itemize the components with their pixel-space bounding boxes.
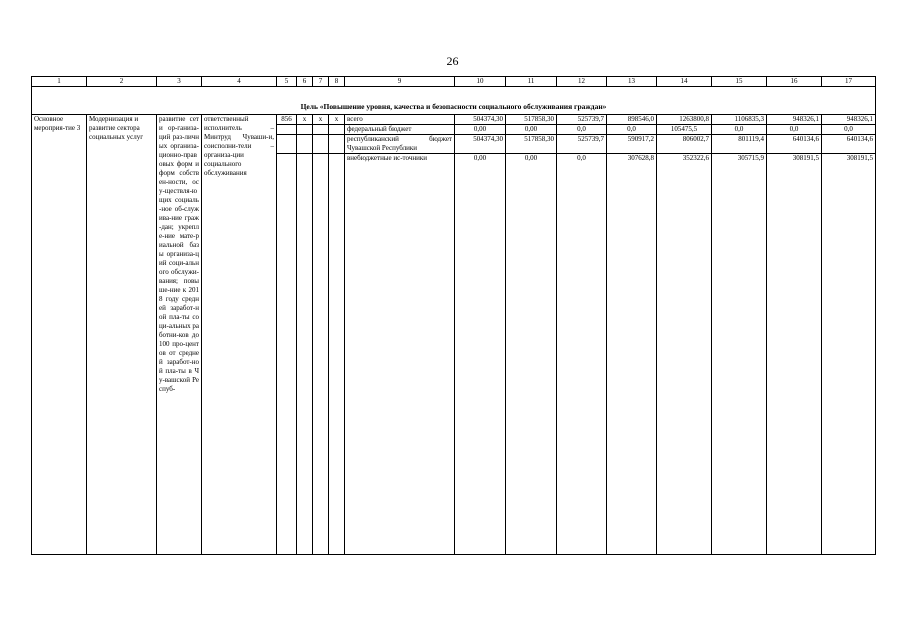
column-number: 11 (506, 77, 557, 87)
value-cell: 525739,7 (557, 115, 607, 125)
column-number: 2 (87, 77, 157, 87)
value-cell: 0,00 (506, 125, 557, 135)
event-type-cell: Основное мероприя-тие 3 (32, 115, 87, 555)
value-cell: 0,00 (455, 125, 506, 135)
value-cell: 0,0 (712, 125, 767, 135)
column-number: 1 (32, 77, 87, 87)
empty-cell (329, 154, 345, 555)
empty-cell (297, 125, 313, 135)
column-number: 7 (313, 77, 329, 87)
column-number: 17 (822, 77, 876, 87)
funding-source-cell: республиканский бюджет Чувашской Республики (345, 135, 455, 154)
col8-cell: x (329, 115, 345, 125)
col6-cell: x (297, 115, 313, 125)
empty-cell (313, 154, 329, 555)
empty-cell (277, 154, 297, 555)
value-cell: 590917,2 (607, 135, 657, 154)
empty-cell (313, 135, 329, 154)
value-cell: 308191,5 (767, 154, 822, 555)
value-cell: 1106835,3 (712, 115, 767, 125)
value-cell: 801119,4 (712, 135, 767, 154)
column-number: 5 (277, 77, 297, 87)
column-number: 14 (657, 77, 712, 87)
column-number: 13 (607, 77, 657, 87)
value-cell: 948326,1 (767, 115, 822, 125)
empty-cell (329, 135, 345, 154)
column-number: 10 (455, 77, 506, 87)
page-number: 26 (446, 54, 459, 68)
value-cell: 1263800,8 (657, 115, 712, 125)
column-number: 9 (345, 77, 455, 87)
col7-cell: x (313, 115, 329, 125)
value-cell: 525739,7 (557, 135, 607, 154)
event-name-cell: Модернизация и развитие сектора социальных услуг (87, 115, 157, 555)
empty-cell (329, 125, 345, 135)
value-cell: 640134,6 (767, 135, 822, 154)
goal-heading: Цель «Повышение уровня, качества и безопасности социального обслуживания граждан» (32, 87, 876, 115)
value-cell: 352322,6 (657, 154, 712, 555)
value-cell: 504374,30 (455, 135, 506, 154)
empty-cell (277, 125, 297, 135)
value-cell: 308191,5 (822, 154, 876, 555)
value-cell: 0,0 (767, 125, 822, 135)
value-cell: 105475,5 (657, 125, 712, 135)
value-cell: 504374,30 (455, 115, 506, 125)
value-cell: 806002,7 (657, 135, 712, 154)
value-cell: 305715,9 (712, 154, 767, 555)
column-number: 16 (767, 77, 822, 87)
value-cell: 0,00 (455, 154, 506, 555)
funding-row-total (32, 115, 876, 125)
column-number: 6 (297, 77, 313, 87)
column-number: 12 (557, 77, 607, 87)
value-cell: 0,00 (506, 154, 557, 555)
value-cell: 898546,0 (607, 115, 657, 125)
value-cell: 517858,30 (506, 115, 557, 125)
budget-table (31, 76, 876, 555)
event-description-cell: развитие сети ор-ганиза-ций раз-личных организа-ционно-правовых форм и форм собствен-ности, осу-ществля-ющих социаль-ное об-служива-ние граж-дан; укрепле-ние мате-риальной базы организа-ций соци-ального обслужи-вания; повыше-ние к 2018 году средней заработ-ной пла-ты соци-альных работни-ков до 100 про-центов от средней заработ-ной пла-ты в Чу-вашской Респуб- (157, 115, 202, 555)
goal-row (32, 87, 876, 115)
value-cell: 0,0 (557, 154, 607, 555)
funding-source-cell: всего (345, 115, 455, 125)
value-cell: 0,0 (557, 125, 607, 135)
column-number: 3 (157, 77, 202, 87)
value-cell: 0,0 (607, 125, 657, 135)
value-cell: 0,0 (822, 125, 876, 135)
value-cell: 640134,6 (822, 135, 876, 154)
empty-cell (277, 135, 297, 154)
value-cell: 948326,1 (822, 115, 876, 125)
empty-cell (297, 135, 313, 154)
value-cell: 307628,8 (607, 154, 657, 555)
column-number: 8 (329, 77, 345, 87)
column-number: 4 (202, 77, 277, 87)
column-number-row (32, 77, 876, 87)
empty-cell (313, 125, 329, 135)
column-number: 15 (712, 77, 767, 87)
empty-cell (297, 154, 313, 555)
value-cell: 517858,30 (506, 135, 557, 154)
executor-cell: ответственный исполнитель – Минтруд Чуваши-и, соисполни-тели – организа-ции социального обслуживания (202, 115, 277, 555)
funding-source-cell: федеральный бюджет (345, 125, 455, 135)
code-cell: 856 (277, 115, 297, 125)
funding-source-cell: внебюджетные ис-точники (345, 154, 455, 555)
